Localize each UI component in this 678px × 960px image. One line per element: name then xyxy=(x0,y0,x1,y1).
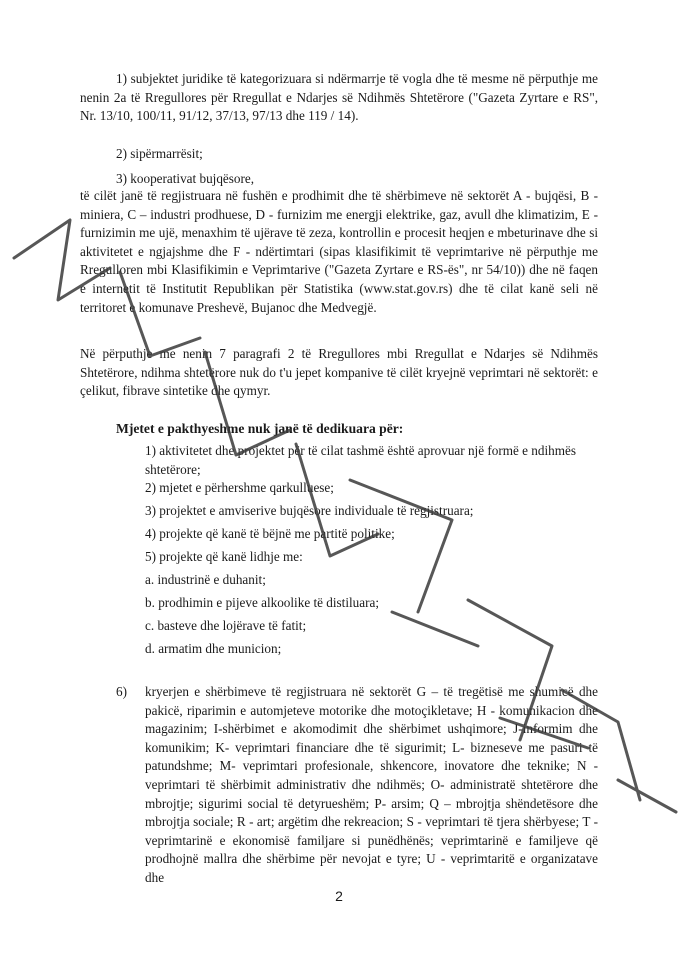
paragraph-state-aid-exclusion: Në përputhje me nenin 7 paragrafi 2 të Rregullores mbi Rregullat e Ndarjes së Ndihmës Shtetërore, ndihma shtetërore nuk do t'u jepet kompanive të cilët kryejnë veprimtari në sektorët: e çelikut, fibrave sintetike dhe qymyr. xyxy=(80,346,598,399)
list-item: 1) aktivitetet dhe projektet për të cilat tashmë është aprovuar një formë e ndihmës shtetërore; xyxy=(145,443,576,477)
list-item: b. prodhimin e pijeve alkoolike të distiluara; xyxy=(145,595,380,610)
paragraph-cooperatives: 3) kooperativat bujqësore, xyxy=(116,171,255,186)
paragraph-legal-entities: 1) subjektet juridike të kategorizuara si ndërmarrje të vogla dhe të mesme në përputhje me nenin 2a të Rregullores për Rregullat e Ndarjes së Ndihmës Shtetërore ("Gazeta Zyrtare e RS", Nr. 13/10, 100/11, 91/12, 37/13, 97/13 dhe 119 / 14). xyxy=(80,71,598,124)
list-item: c. basteve dhe lojërave të fatit; xyxy=(145,618,307,633)
list-item: 4) projekte që kanë të bëjnë me partitë politike; xyxy=(145,526,395,541)
watermark-stroke xyxy=(618,780,676,812)
page-number: 2 xyxy=(335,888,343,904)
list-item: 2) mjetet e përhershme qarkulluese; xyxy=(145,480,334,495)
item-6-text: kryerjen e shërbimeve të regjistruara në sektorët G – të tregëtisë me shumicë dhe pakicë, riparimin e automjeteve motorike dhe motoçikletave; H - komunikacion dhe magazinim; I-shërbimet e akomodimit dhe shërbimet ushqimore; J-informim dhe komunikim; K- veprimtari financiare dhe të sigurimit; L- bizneseve me pasuri të patundshme; M- veprimtari profesionale, shkencore, inovatore dhe teknike; N - veprimtari të shërbimit administrativ dhe ndihmës; O- administratë shtetërore dhe mbrojtje; sigurimi social të detyrueshëm; P- arsim; Q – mbrojtja shëndetësore dhe mbrojtja sociale; R - art; argëtim dhe rekreacion; S - veprimtari të tjera shërbyese; T - veprimtarinë e ekonomisë familjare si punëdhënës; veprimtarinë e familjeve që prodhojnë mallra dhe shërbime për nevojat e tyre; U - veprimtaritë e organizatave dhe xyxy=(145,684,598,885)
paragraph-sectors: të cilët janë të regjistruara në fushën e prodhimit dhe të shërbimeve në sektorët A - bujqësi, B - miniera, C – industri prodhuese, D - furnizim me energji elektrike, gaz, avull dhe klimatizim, E - furnizimin me ujë, menaxhim të ujërave të zeza, kontrollin e procesit heqjen e mbeturinave dhe si aktivitetet e ngjajshme dhe F - ndërtimtari (sipas klasifikimit të veprimtarive në përputhje me Rregulloren mbi Klasifikimin e Veprimtarive ("Gazeta Zyrtare e RS-ës", nr 54/10)) dhe në faqen e internetit të Institutit Republikan për Statistika (www.stat.gov.rs) dhe të cilat kanë seli në territoret e komunave Preshevë, Bujanoc dhe Medvegjë. xyxy=(80,188,598,315)
item-6-number: 6) xyxy=(116,684,127,699)
watermark-stroke xyxy=(350,480,452,612)
list-item: a. industrinë e duhanit; xyxy=(145,572,266,587)
list-item: 5) projekte që kanë lidhje me: xyxy=(145,549,303,564)
list-item: 3) projektet e amviserive bujqësore individuale të regjistruara; xyxy=(145,503,474,518)
section-heading: Mjetet e pakthyeshme nuk janë të dedikuara për: xyxy=(116,421,404,436)
paragraph-entrepreneurs: 2) sipërmarrësit; xyxy=(116,146,203,161)
list-item: d. armatim dhe municion; xyxy=(145,641,282,656)
